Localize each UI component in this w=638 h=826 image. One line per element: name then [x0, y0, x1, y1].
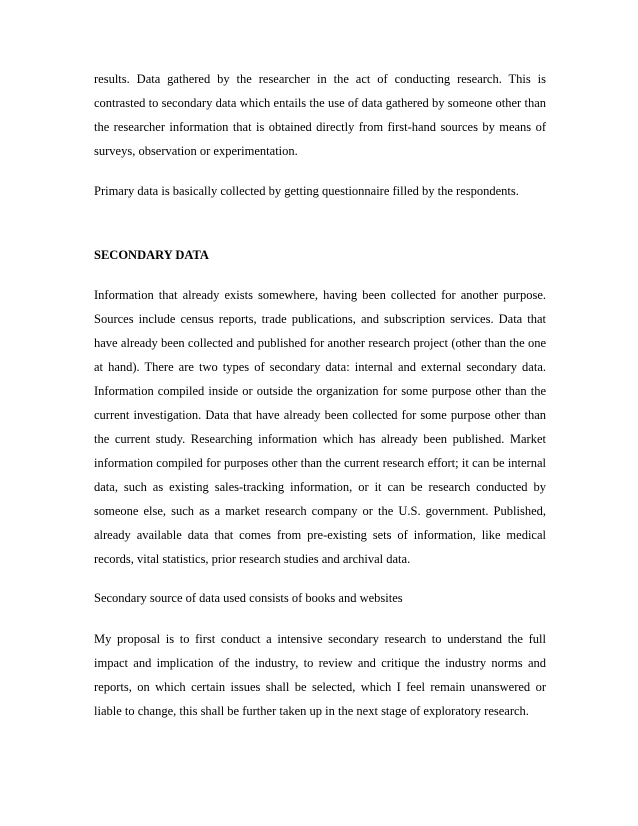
- heading-secondary-data: SECONDARY DATA: [94, 248, 209, 262]
- document-body: [94, 67, 546, 723]
- paragraph-secondary-sources: Secondary source of data used consists of books and websites: [94, 591, 403, 605]
- paragraph-primary-data-collection: Primary data is basically collected by getting questionnaire filled by the respondents.: [94, 184, 519, 198]
- paragraph-primary-data-definition: results. Data gathered by the researcher in the act of conducting research. This is contrasted to secondary data which entails the use of data gathered by someone other than the researcher information that is obtained directly from first-hand sources by means of surveys, observation or experimentation.: [94, 72, 546, 158]
- paragraph-secondary-data-definition: Information that already exists somewhere, having been collected for another purpose. Sources include census reports, trade publications, and subscription services. Data that have already been collected and published for another research project (other than the one at hand). There are two types of secondary data: internal and external secondary data. Information compiled inside or outside the organization for some purpose other than the current investigation. Data that have already been collected for some purpose other than the current study. Researching information which has already been published. Market information compiled for purposes other than the current research effort; it can be internal data, such as existing sales-tracking information, or it can be research conducted by someone else, such as a market research company or the U.S. government. Published, already available data that comes from pre-existing sets of information, like medical records, vital statistics, prior research studies and archival data.: [94, 288, 546, 566]
- paragraph-proposal: My proposal is to first conduct a intensive secondary research to understand the full impact and implication of the industry, to review and critique the industry norms and reports, on which certain issues shall be selected, which I feel remain unanswered or liable to change, this shall be further taken up in the next stage of exploratory research.: [94, 632, 546, 718]
